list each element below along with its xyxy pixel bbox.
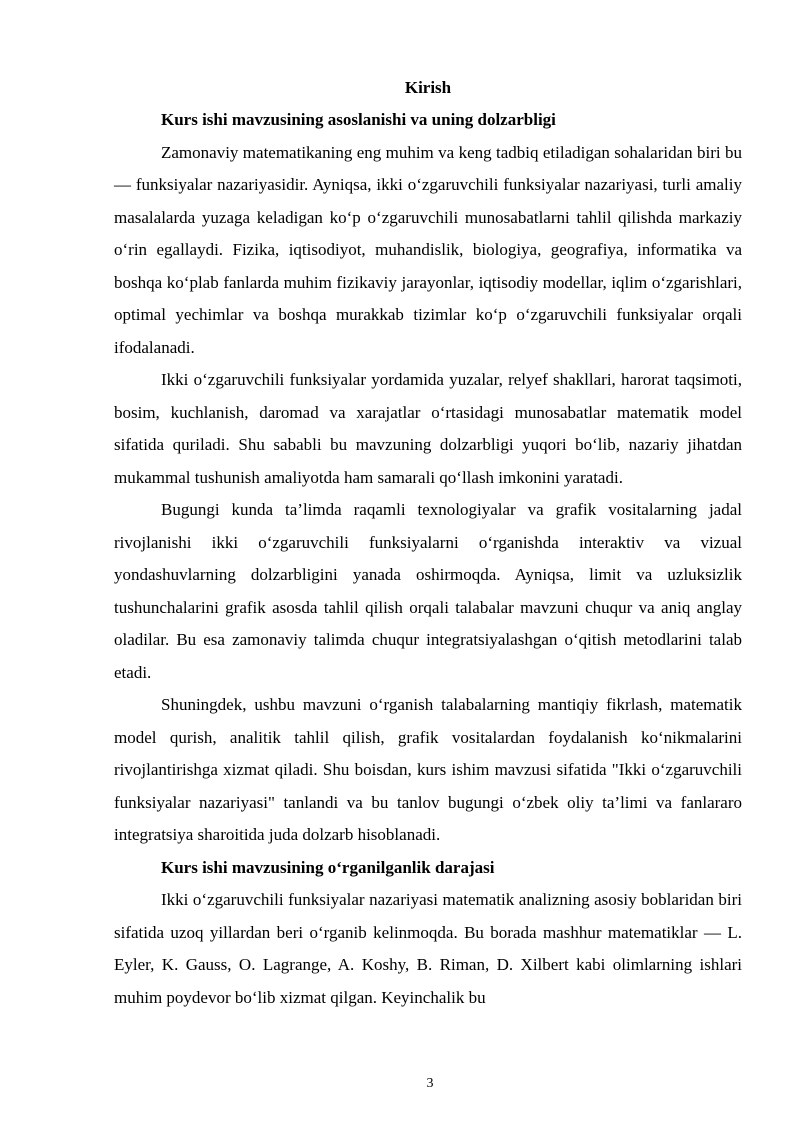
page-number: 3 bbox=[426, 1076, 434, 1091]
section-heading-rationale: Kurs ishi mavzusining asoslanishi va uning dolzarbligi bbox=[161, 110, 556, 129]
paragraph: Ikki o‘zgaruvchili funksiyalar nazariyasi matematik analizning asosiy boblaridan biri sifatida uzoq yillardan beri o‘rganib kelinmoqda. Bu borada mashhur matematiklar — L. Eyler, K. Gauss, O. Lagrange, A. Koshy, B. Riman, D. Xilbert kabi olimlarning ishlari muhim poydevor bo‘lib xizmat qilgan. Keyinchalik bu bbox=[114, 890, 742, 1007]
paragraph: Bugungi kunda ta’limda raqamli texnologiyalar va grafik vositalarning jadal rivojlanishi ikki o‘zgaruvchili funksiyalarni o‘rganishda interaktiv va vizual yondashuvlarning dolzarbligini yanada oshirmoqda. Ayniqsa, limit va uzluksizlik tushunchalarini grafik asosda tahlil qilish orqali talabalar mavzuni chuqur va aniq anglay oladilar. Bu esa zamonaviy talimda chuqur integratsiyalashgan o‘qitish metodlarini talab etadi. bbox=[114, 500, 742, 682]
page-title: Kirish bbox=[404, 78, 452, 97]
document-page bbox=[114, 72, 742, 1014]
section-heading-study-level: Kurs ishi mavzusining o‘rganilganlik darajasi bbox=[161, 857, 495, 877]
paragraph: Ikki o‘zgaruvchili funksiyalar yordamida yuzalar, relyef shakllari, harorat taqsimoti, bosim, kuchlanish, daromad va xarajatlar o‘rtasidagi munosabatlar matematik model sifatida quriladi. Shu sababli bu mavzuning dolzarbligi yuqori bo‘lib, nazariy jihatdan mukammal tushunish amaliyotda ham samarali qo‘llash imkonini yaratadi. bbox=[114, 370, 742, 487]
paragraph: Zamonaviy matematikaning eng muhim va keng tadbiq etiladigan sohalaridan biri bu — funksiyalar nazariyasidir. Ayniqsa, ikki o‘zgaruvchili funksiyalar nazariyasi, turli amaliy masalalarda yuzaga keladigan ko‘p o‘zgaruvchili munosabatlarni tahlil qilishda markaziy o‘rin egallaydi. Fizika, iqtisodiyot, muhandislik, biologiya, geografiya, informatika va boshqa ko‘plab fanlarda muhim fizikaviy jarayonlar, iqtisodiy modellar, iqlim o‘zgarishlari, optimal yechimlar va boshqa murakkab tizimlar ko‘p o‘zgaruvchili funksiyalar orqali ifodalanadi. bbox=[114, 142, 742, 357]
paragraph: Shuningdek, ushbu mavzuni o‘rganish talabalarning mantiqiy fikrlash, matematik model qurish, analitik tahlil qilish, grafik vositalardan foydalanish ko‘nikmalarini rivojlantirishga xizmat qiladi. Shu boisdan, kurs ishim mavzusi sifatida "Ikki o‘zgaruvchili funksiyalar nazariyasi" tanlandi va bu tanlov bugungi o‘zbek oliy ta’limi va fanlararo integratsiya sharoitida juda dolzarb hisoblanadi. bbox=[114, 695, 742, 844]
